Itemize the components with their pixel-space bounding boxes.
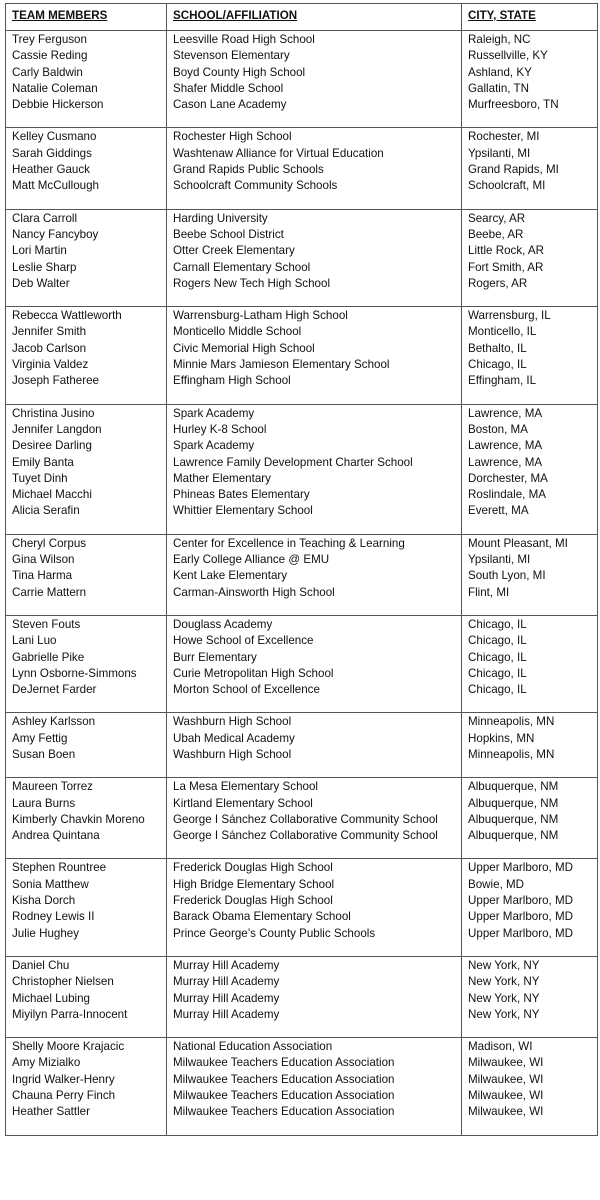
school-affiliation-cell: [167, 534, 462, 615]
city-state: Little Rock, AR: [468, 244, 545, 258]
school-name: Warrensburg-Latham High School: [173, 309, 348, 323]
city-state: Minneapolis, MN: [468, 747, 555, 761]
school-name: Carnall Elementary School: [173, 260, 311, 274]
team-member-name: Carrie Mattern: [12, 585, 87, 599]
city-state: Fort Smith, AR: [468, 260, 544, 274]
city-state: Albuquerque, NM: [468, 780, 559, 794]
city-state: South Lyon, MI: [468, 569, 546, 583]
team-member-name: Lori Martin: [12, 244, 67, 258]
city-state: Raleigh, NC: [468, 33, 531, 46]
school-affiliation-cell: [167, 209, 462, 306]
team-member-name: Susan Boen: [12, 747, 76, 761]
city-state: Chicago, IL: [468, 634, 527, 648]
team-member-name: Jennifer Smith: [12, 325, 87, 339]
team-member-name: DeJernet Farder: [12, 683, 97, 697]
school-name: Murray Hill Academy: [173, 1007, 280, 1021]
city-state: Ypsilanti, MI: [468, 553, 531, 567]
team-members-cell: [6, 307, 167, 404]
school-name: Rogers New Tech High School: [173, 276, 331, 290]
team-member-name: Alicia Serafin: [12, 504, 80, 518]
school-name: George I Sánchez Collaborative Community School: [173, 812, 438, 826]
school-name: Cason Lane Academy: [173, 98, 287, 112]
school-name: Minnie Mars Jamieson Elementary School: [173, 358, 390, 372]
team-group-row: [6, 859, 598, 956]
team-member-name: Lani Luo: [12, 634, 57, 648]
school-affiliation-cell: [167, 128, 462, 209]
team-group-row: [6, 956, 598, 1037]
city-state: Madison, WI: [468, 1040, 533, 1054]
school-name: Burr Elementary: [173, 650, 257, 664]
header-team-members: TEAM MEMBERS: [6, 4, 167, 31]
school-name: Curie Metropolitan High School: [173, 666, 334, 680]
city-state: Bowie, MD: [468, 877, 525, 891]
city-state: New York, NY: [468, 1007, 540, 1021]
school-affiliation-cell: [167, 307, 462, 404]
school-affiliation-cell: [167, 956, 462, 1037]
team-member-name: Natalie Coleman: [12, 81, 98, 95]
city-state: Milwaukee, WI: [468, 1089, 544, 1103]
school-affiliation-cell: [167, 615, 462, 712]
school-name: Boyd County High School: [173, 65, 306, 79]
team-group-row: [6, 307, 598, 404]
team-member-name: Emily Banta: [12, 455, 74, 469]
school-name: Schoolcraft Community Schools: [173, 179, 338, 193]
city-state-cell: [462, 31, 598, 128]
team-member-name: Tuyet Dinh: [12, 471, 68, 485]
school-name: Lawrence Family Development Charter School: [173, 455, 413, 469]
city-state-cell: [462, 1038, 598, 1135]
team-members-cell: [6, 859, 167, 956]
team-members-cell: [6, 534, 167, 615]
city-state: Bethalto, IL: [468, 341, 527, 355]
school-affiliation-cell: [167, 1038, 462, 1135]
team-member-name: Rodney Lewis II: [12, 910, 95, 924]
city-state: Chicago, IL: [468, 650, 527, 664]
school-name: Harding University: [173, 211, 268, 225]
team-member-name: Rebecca Wattleworth: [12, 309, 122, 323]
school-affiliation-cell: [167, 31, 462, 128]
school-name: Early College Alliance @ EMU: [173, 553, 330, 567]
team-group-row: [6, 404, 598, 534]
school-affiliation-cell: [167, 713, 462, 778]
school-affiliation-cell: [167, 778, 462, 859]
city-state: Boston, MA: [468, 422, 528, 436]
city-state-cell: [462, 713, 598, 778]
team-member-name: Laura Burns: [12, 796, 76, 810]
team-member-name: Maureen Torrez: [12, 780, 93, 794]
team-member-name: Michael Lubing: [12, 991, 90, 1005]
school-affiliation-cell: [167, 859, 462, 956]
team-member-name: Michael Macchi: [12, 488, 92, 502]
school-name: Morton School of Excellence: [173, 683, 320, 697]
city-state: New York, NY: [468, 975, 540, 989]
team-member-name: Steven Fouts: [12, 617, 81, 631]
school-name: Barack Obama Elementary School: [173, 910, 351, 924]
school-name: Hurley K-8 School: [173, 422, 267, 436]
school-name: Prince George’s County Public Schools: [173, 926, 376, 940]
team-roster-table: [5, 3, 598, 1136]
team-member-name: Heather Gauck: [12, 163, 90, 177]
city-state-cell: [462, 404, 598, 534]
team-member-name: Carly Baldwin: [12, 65, 83, 79]
team-member-name: Amy Fettig: [12, 731, 68, 745]
header-school-affiliation: SCHOOL/AFFILIATION: [167, 4, 462, 31]
city-state: Ashland, KY: [468, 65, 532, 79]
city-state: Albuquerque, NM: [468, 829, 559, 843]
team-member-name: Sarah Giddings: [12, 146, 92, 160]
city-state: Chicago, IL: [468, 666, 527, 680]
school-name: Whittier Elementary School: [173, 504, 313, 518]
team-members-cell: [6, 209, 167, 306]
city-state-cell: [462, 956, 598, 1037]
city-state: Chicago, IL: [468, 617, 527, 631]
header-city-state: CITY, STATE: [462, 4, 598, 31]
school-name: High Bridge Elementary School: [173, 877, 335, 891]
team-member-name: Christina Jusino: [12, 406, 95, 420]
team-member-name: Cheryl Corpus: [12, 536, 87, 550]
city-state: Warrensburg, IL: [468, 309, 551, 323]
team-member-name: Leslie Sharp: [12, 260, 77, 274]
city-state: Upper Marlboro, MD: [468, 861, 574, 875]
team-member-name: Jennifer Langdon: [12, 422, 102, 436]
school-name: Otter Creek Elementary: [173, 244, 295, 258]
team-members-cell: [6, 128, 167, 209]
school-name: Grand Rapids Public Schools: [173, 163, 324, 177]
school-name: Shafer Middle School: [173, 81, 284, 95]
school-name: Washburn High School: [173, 715, 292, 729]
team-group-row: [6, 31, 598, 128]
team-member-name: Stephen Rountree: [12, 861, 107, 875]
city-state: Minneapolis, MN: [468, 715, 555, 729]
school-name: Frederick Douglas High School: [173, 894, 333, 908]
team-member-name: Amy Mizialko: [12, 1056, 81, 1070]
city-state: Everett, MA: [468, 504, 529, 518]
team-member-name: Kimberly Chavkin Moreno: [12, 812, 145, 826]
school-name: Kirtland Elementary School: [173, 796, 313, 810]
city-state: Schoolcraft, MI: [468, 179, 546, 193]
city-state: Dorchester, MA: [468, 471, 548, 485]
city-state: Gallatin, TN: [468, 81, 529, 95]
team-member-name: Desiree Darling: [12, 439, 92, 453]
city-state: Milwaukee, WI: [468, 1072, 544, 1086]
school-name: Phineas Bates Elementary: [173, 488, 310, 502]
school-name: Douglass Academy: [173, 617, 273, 631]
school-name: Mather Elementary: [173, 471, 271, 485]
team-member-name: Jacob Carlson: [12, 341, 87, 355]
city-state: Chicago, IL: [468, 358, 527, 372]
team-member-name: Ashley Karlsson: [12, 715, 96, 729]
school-name: Beebe School District: [173, 227, 284, 241]
city-state: Rogers, AR: [468, 276, 528, 290]
team-members-cell: [6, 1038, 167, 1135]
team-group-row: [6, 534, 598, 615]
city-state: Murfreesboro, TN: [468, 98, 559, 112]
city-state: Lawrence, MA: [468, 455, 543, 469]
team-member-name: Miyilyn Parra-Innocent: [12, 1007, 128, 1021]
team-group-row: [6, 1038, 598, 1135]
team-member-name: Kelley Cusmano: [12, 130, 97, 144]
city-state: Rochester, MI: [468, 130, 540, 144]
header-row: [6, 4, 598, 31]
team-member-name: Lynn Osborne-Simmons: [12, 666, 137, 680]
team-member-name: Virginia Valdez: [12, 358, 89, 372]
city-state-cell: [462, 778, 598, 859]
team-member-name: Christopher Nielsen: [12, 975, 114, 989]
school-name: Monticello Middle School: [173, 325, 302, 339]
team-members-cell: [6, 956, 167, 1037]
city-state: New York, NY: [468, 991, 540, 1005]
city-state-cell: [462, 128, 598, 209]
school-name: Milwaukee Teachers Education Association: [173, 1056, 395, 1070]
school-name: Washburn High School: [173, 747, 292, 761]
city-state: Lawrence, MA: [468, 439, 543, 453]
team-group-row: [6, 778, 598, 859]
team-members-cell: [6, 31, 167, 128]
school-name: Murray Hill Academy: [173, 975, 280, 989]
team-group-row: [6, 615, 598, 712]
team-member-name: Julie Hughey: [12, 926, 80, 940]
team-member-name: Chauna Perry Finch: [12, 1089, 116, 1103]
team-member-name: Gabrielle Pike: [12, 650, 85, 664]
team-group-row: [6, 128, 598, 209]
school-name: Spark Academy: [173, 406, 255, 420]
school-name: Washtenaw Alliance for Virtual Education: [173, 146, 384, 160]
team-group-row: [6, 713, 598, 778]
team-group-row: [6, 209, 598, 306]
city-state: Ypsilanti, MI: [468, 146, 531, 160]
city-state: Hopkins, MN: [468, 731, 535, 745]
team-member-name: Kisha Dorch: [12, 894, 76, 908]
team-members-cell: [6, 778, 167, 859]
team-member-name: Clara Carroll: [12, 211, 78, 225]
team-members-cell: [6, 615, 167, 712]
school-name: Leesville Road High School: [173, 33, 315, 46]
city-state-cell: [462, 307, 598, 404]
city-state: Beebe, AR: [468, 227, 524, 241]
city-state: Effingham, IL: [468, 374, 537, 388]
city-state: Upper Marlboro, MD: [468, 910, 574, 924]
team-members-cell: [6, 713, 167, 778]
city-state-cell: [462, 534, 598, 615]
roster-body: [6, 31, 598, 1136]
city-state: Lawrence, MA: [468, 406, 543, 420]
school-name: National Education Association: [173, 1040, 333, 1054]
city-state: Albuquerque, NM: [468, 812, 559, 826]
team-members-cell: [6, 404, 167, 534]
team-member-name: Deb Walter: [12, 276, 70, 290]
school-name: Rochester High School: [173, 130, 292, 144]
school-name: Spark Academy: [173, 439, 255, 453]
team-member-name: Sonia Matthew: [12, 877, 89, 891]
school-name: Stevenson Elementary: [173, 49, 290, 63]
city-state: Upper Marlboro, MD: [468, 926, 574, 940]
team-roster-document: [5, 3, 595, 1136]
school-name: Milwaukee Teachers Education Association: [173, 1089, 395, 1103]
school-name: Murray Hill Academy: [173, 991, 280, 1005]
team-member-name: Gina Wilson: [12, 553, 75, 567]
city-state: Milwaukee, WI: [468, 1105, 544, 1119]
school-name: Frederick Douglas High School: [173, 861, 333, 875]
school-name: Effingham High School: [173, 374, 291, 388]
team-member-name: Heather Sattler: [12, 1105, 90, 1119]
city-state: Monticello, IL: [468, 325, 537, 339]
city-state-cell: [462, 615, 598, 712]
school-name: Howe School of Excellence: [173, 634, 314, 648]
school-name: Murray Hill Academy: [173, 958, 280, 972]
school-affiliation-cell: [167, 404, 462, 534]
team-member-name: Joseph Fatheree: [12, 374, 100, 388]
team-member-name: Tina Harma: [12, 569, 73, 583]
city-state: Mount Pleasant, MI: [468, 536, 568, 550]
city-state-cell: [462, 209, 598, 306]
city-state: Grand Rapids, MI: [468, 163, 559, 177]
city-state: Flint, MI: [468, 585, 510, 599]
school-name: George I Sánchez Collaborative Community School: [173, 829, 438, 843]
team-member-name: Andrea Quintana: [12, 829, 100, 843]
city-state: Albuquerque, NM: [468, 796, 559, 810]
team-member-name: Ingrid Walker-Henry: [12, 1072, 115, 1086]
city-state: Roslindale, MA: [468, 488, 546, 502]
city-state: Upper Marlboro, MD: [468, 894, 574, 908]
team-member-name: Trey Ferguson: [12, 33, 87, 46]
city-state: Russellville, KY: [468, 49, 548, 63]
school-name: Carman-Ainsworth High School: [173, 585, 335, 599]
team-member-name: Daniel Chu: [12, 958, 70, 972]
city-state: Chicago, IL: [468, 683, 527, 697]
school-name: Ubah Medical Academy: [173, 731, 295, 745]
team-member-name: Shelly Moore Krajacic: [12, 1040, 125, 1054]
city-state: Milwaukee, WI: [468, 1056, 544, 1070]
school-name: Civic Memorial High School: [173, 341, 315, 355]
school-name: Milwaukee Teachers Education Association: [173, 1105, 395, 1119]
team-member-name: Nancy Fancyboy: [12, 227, 99, 241]
city-state: New York, NY: [468, 958, 540, 972]
city-state: Searcy, AR: [468, 211, 526, 225]
school-name: Milwaukee Teachers Education Association: [173, 1072, 395, 1086]
team-member-name: Debbie Hickerson: [12, 98, 104, 112]
team-member-name: Matt McCullough: [12, 179, 99, 193]
school-name: Center for Excellence in Teaching & Learning: [173, 536, 405, 550]
school-name: La Mesa Elementary School: [173, 780, 318, 794]
city-state-cell: [462, 859, 598, 956]
school-name: Kent Lake Elementary: [173, 569, 288, 583]
team-member-name: Cassie Reding: [12, 49, 88, 63]
